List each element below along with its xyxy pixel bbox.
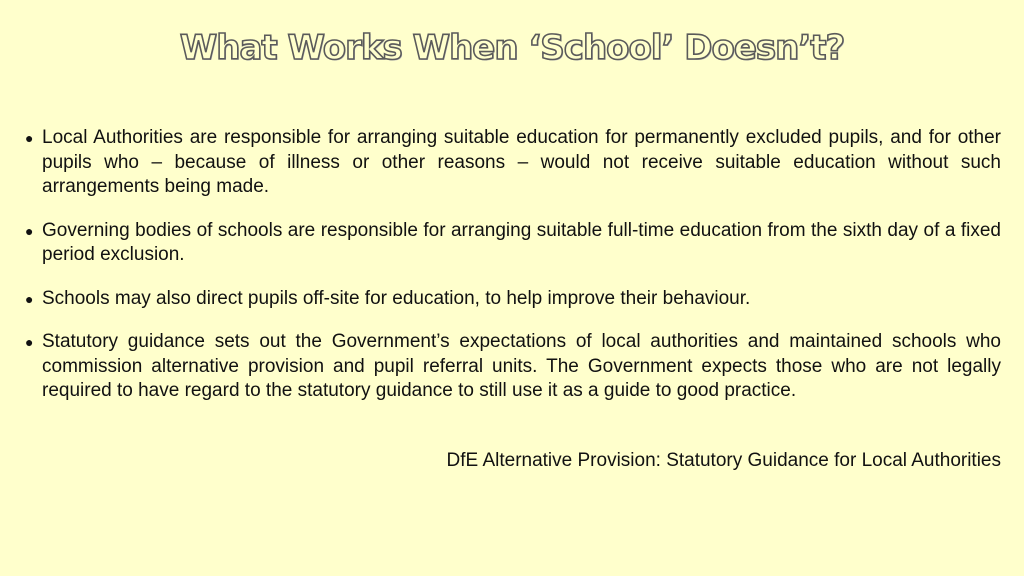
bullet-item [24, 330, 1001, 404]
bullet-dot-icon: ● [25, 334, 34, 350]
bullet-item [24, 126, 1001, 200]
bullet-text: Governing bodies of schools are responsible for arranging suitable full-time education from the sixth day of a fixed period exclusion. [42, 219, 1001, 265]
bullet-dot-icon: ● [25, 290, 34, 307]
bullet-dot-icon: ● [25, 222, 34, 239]
bullet-list [24, 126, 1001, 423]
bullet-text: Schools may also direct pupils off-site for education, to help improve their behaviour. [42, 287, 751, 309]
slide-title: What Works When ‘School’ Doesn’t? [179, 28, 845, 68]
bullet-item [24, 287, 1001, 312]
bullet-dot-icon: ● [25, 130, 34, 146]
source-citation: DfE Alternative Provision: Statutory Guidance for Local Authorities [446, 450, 1001, 471]
bullet-text: Local Authorities are responsible for arranging suitable education for permanently excluded pupils, and for other pupils who – because of illness or other reasons – would not receive suitable education without such arrangements being made. [42, 127, 1001, 197]
bullet-text: Statutory guidance sets out the Government’s expectations of local authorities and maintained schools who commission alternative provision and pupil referral units. The Government expects those who are not legally required to have regard to the statutory guidance to still use it as a guide to good practice. [42, 331, 1001, 401]
bullet-item [24, 219, 1001, 268]
